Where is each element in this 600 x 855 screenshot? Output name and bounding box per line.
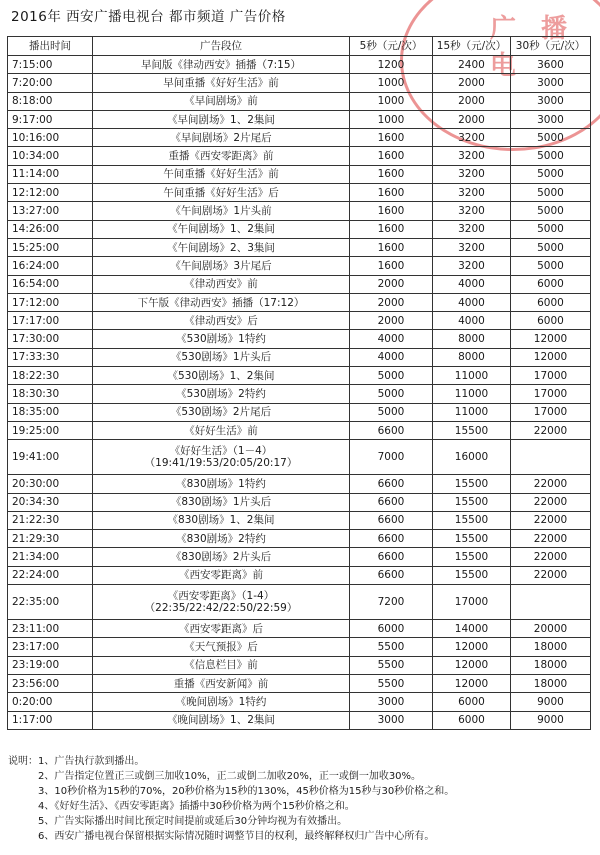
cell-price-15s: 15500	[433, 548, 511, 566]
header-segment: 广告段位	[93, 37, 350, 56]
cell-price-5s: 6600	[350, 548, 433, 566]
cell-segment	[93, 403, 350, 421]
segment-line: 《午间剧场》1、2集间	[167, 223, 275, 236]
notes-label: 说明：	[8, 756, 38, 767]
cell-price-5s: 7000	[350, 440, 433, 475]
cell-time: 15:25:00	[8, 238, 93, 256]
cell-time: 21:22:30	[8, 511, 93, 529]
cell-price-5s: 5500	[350, 638, 433, 656]
segment-line: 《830剧场》1特约	[176, 477, 266, 490]
cell-price-30s: 17000	[511, 385, 591, 403]
cell-price-15s: 4000	[433, 312, 511, 330]
cell-price-30s: 5000	[511, 238, 591, 256]
cell-segment	[93, 656, 350, 674]
cell-segment	[93, 238, 350, 256]
cell-time: 23:56:00	[8, 674, 93, 692]
cell-price-30s: 17000	[511, 367, 591, 385]
cell-segment	[93, 257, 350, 275]
cell-price-15s: 3200	[433, 257, 511, 275]
table-row	[8, 202, 591, 220]
table-row	[8, 220, 591, 238]
segment-line: 《天气预报》后	[184, 640, 258, 653]
segment-line: 《西安零距离》后	[179, 622, 263, 635]
note-item: 5、广告实际播出时间比预定时间提前或延后30分钟均视为有效播出。	[38, 816, 348, 827]
cell-segment	[93, 638, 350, 656]
cell-segment	[93, 674, 350, 692]
segment-line: 午间重播《好好生活》前	[163, 168, 279, 181]
segment-line: 《西安零距离》前	[179, 569, 263, 582]
cell-price-15s: 3200	[433, 184, 511, 202]
cell-price-5s: 6600	[350, 566, 433, 584]
segment-line: 《晚间剧场》1特约	[175, 695, 267, 708]
cell-segment	[93, 110, 350, 128]
cell-time: 17:17:00	[8, 312, 93, 330]
segment-line: 《早间剧场》前	[184, 95, 258, 108]
cell-time: 18:22:30	[8, 367, 93, 385]
table-header-row	[8, 37, 591, 56]
segment-line: 《830剧场》2片头后	[170, 551, 272, 564]
cell-time: 20:34:30	[8, 493, 93, 511]
table-row	[8, 348, 591, 366]
table-row	[8, 147, 591, 165]
table-row	[8, 711, 591, 729]
cell-segment	[93, 548, 350, 566]
cell-price-30s: 18000	[511, 638, 591, 656]
table-row	[8, 585, 591, 620]
cell-price-30s: 5000	[511, 129, 591, 147]
cell-price-15s: 3200	[433, 147, 511, 165]
segment-line: （22:35/22:42/22:50/22:59）	[144, 602, 298, 615]
cell-time: 10:34:00	[8, 147, 93, 165]
cell-price-30s: 17000	[511, 403, 591, 421]
cell-price-30s: 6000	[511, 275, 591, 293]
cell-price-5s: 1600	[350, 202, 433, 220]
segment-line: 下午版《律动西安》插播（17:12）	[137, 296, 305, 309]
cell-segment	[93, 293, 350, 311]
cell-price-5s: 1600	[350, 147, 433, 165]
cell-price-30s: 18000	[511, 656, 591, 674]
cell-price-15s: 12000	[433, 674, 511, 692]
cell-price-30s: 22000	[511, 421, 591, 439]
cell-price-30s: 22000	[511, 475, 591, 493]
table-row	[8, 421, 591, 439]
cell-price-5s: 1600	[350, 257, 433, 275]
cell-price-5s: 4000	[350, 348, 433, 366]
segment-line: 《早间剧场》2片尾后	[170, 131, 272, 144]
cell-price-30s: 12000	[511, 348, 591, 366]
segment-line: 重播《西安零距离》前	[168, 150, 274, 163]
cell-price-5s: 1000	[350, 74, 433, 92]
cell-price-15s: 2000	[433, 110, 511, 128]
table-row	[8, 184, 591, 202]
cell-price-15s: 2000	[433, 92, 511, 110]
table-row	[8, 638, 591, 656]
cell-price-15s: 8000	[433, 348, 511, 366]
cell-price-15s: 11000	[433, 403, 511, 421]
cell-time: 11:14:00	[8, 165, 93, 183]
cell-segment	[93, 440, 350, 475]
cell-price-5s: 5000	[350, 403, 433, 421]
cell-segment	[93, 348, 350, 366]
cell-segment	[93, 220, 350, 238]
segment-line: 早间重播《好好生活》前	[163, 76, 279, 89]
table-row	[8, 475, 591, 493]
cell-time: 12:12:00	[8, 184, 93, 202]
segment-line: 《晚间剧场》1、2集间	[167, 714, 275, 727]
cell-price-15s: 15500	[433, 511, 511, 529]
cell-time: 21:34:00	[8, 548, 93, 566]
cell-time: 14:26:00	[8, 220, 93, 238]
segment-line: 《830剧场》1、2集间	[167, 514, 275, 527]
cell-segment	[93, 421, 350, 439]
cell-segment	[93, 711, 350, 729]
cell-segment	[93, 530, 350, 548]
segment-line: 《530剧场》2特约	[176, 387, 266, 400]
cell-segment	[93, 693, 350, 711]
cell-time: 1:17:00	[8, 711, 93, 729]
cell-time: 10:16:00	[8, 129, 93, 147]
seal-text: 广 播 电	[490, 14, 576, 81]
table-row	[8, 257, 591, 275]
segment-line: （19:41/19:53/20:05/20:17）	[144, 457, 298, 470]
segment-line: 《早间剧场》1、2集间	[167, 113, 275, 126]
cell-segment	[93, 385, 350, 403]
table-row	[8, 440, 591, 475]
cell-price-5s: 5500	[350, 656, 433, 674]
cell-time: 18:35:00	[8, 403, 93, 421]
cell-price-15s: 16000	[433, 440, 511, 475]
segment-line: 午间重播《好好生活》后	[163, 186, 279, 199]
segment-line: 《530剧场》1特约	[176, 333, 266, 346]
cell-price-30s: 6000	[511, 312, 591, 330]
table-row	[8, 403, 591, 421]
table-row	[8, 56, 591, 74]
cell-price-15s: 6000	[433, 711, 511, 729]
cell-time: 17:30:00	[8, 330, 93, 348]
cell-time: 17:12:00	[8, 293, 93, 311]
cell-price-15s: 2000	[433, 74, 511, 92]
cell-segment	[93, 56, 350, 74]
cell-time: 23:19:00	[8, 656, 93, 674]
cell-price-30s	[511, 440, 591, 475]
table-row	[8, 530, 591, 548]
header-price-15s: 15秒（元/次）	[433, 37, 511, 56]
cell-segment	[93, 493, 350, 511]
cell-price-30s: 3000	[511, 74, 591, 92]
segment-line: 《律动西安》前	[184, 278, 258, 291]
cell-price-15s: 3200	[433, 238, 511, 256]
segment-line: 《好好生活》前	[184, 424, 258, 437]
cell-price-5s: 4000	[350, 330, 433, 348]
cell-price-30s: 3000	[511, 92, 591, 110]
cell-price-5s: 6600	[350, 511, 433, 529]
cell-price-30s: 9000	[511, 693, 591, 711]
cell-time: 23:17:00	[8, 638, 93, 656]
cell-time: 16:24:00	[8, 257, 93, 275]
segment-line: 《午间剧场》1片头前	[170, 205, 272, 218]
table-row	[8, 566, 591, 584]
cell-time: 0:20:00	[8, 693, 93, 711]
cell-price-15s: 4000	[433, 275, 511, 293]
cell-segment	[93, 184, 350, 202]
cell-price-30s: 22000	[511, 493, 591, 511]
cell-price-15s: 15500	[433, 493, 511, 511]
cell-segment	[93, 165, 350, 183]
segment-line: 《午间剧场》2、3集间	[167, 241, 275, 254]
segment-line: 《午间剧场》3片尾后	[170, 259, 272, 272]
cell-price-5s: 1600	[350, 165, 433, 183]
cell-price-15s: 6000	[433, 693, 511, 711]
header-price-5s: 5秒（元/次）	[350, 37, 433, 56]
cell-time: 7:20:00	[8, 74, 93, 92]
table-row	[8, 385, 591, 403]
table-row	[8, 367, 591, 385]
table-row	[8, 511, 591, 529]
table-row	[8, 656, 591, 674]
table-row	[8, 312, 591, 330]
cell-time: 8:18:00	[8, 92, 93, 110]
page-title: 2016年 西安广播电视台 都市频道 广告价格	[11, 9, 286, 25]
cell-segment	[93, 475, 350, 493]
cell-price-5s: 6600	[350, 421, 433, 439]
cell-time: 23:11:00	[8, 620, 93, 638]
cell-price-30s: 3600	[511, 56, 591, 74]
cell-time: 9:17:00	[8, 110, 93, 128]
table-row	[8, 620, 591, 638]
cell-price-5s: 1000	[350, 110, 433, 128]
cell-time: 19:25:00	[8, 421, 93, 439]
cell-price-30s: 5000	[511, 202, 591, 220]
cell-price-5s: 1600	[350, 220, 433, 238]
cell-price-15s: 15500	[433, 566, 511, 584]
note-item: 4、《好好生活》、《西安零距离》插播中30秒价格为两个15秒价格之和。	[38, 801, 355, 812]
cell-price-30s: 12000	[511, 330, 591, 348]
cell-price-15s: 15500	[433, 421, 511, 439]
table-row	[8, 493, 591, 511]
cell-price-5s: 1000	[350, 92, 433, 110]
cell-price-30s	[511, 585, 591, 620]
cell-price-5s: 3000	[350, 711, 433, 729]
cell-segment	[93, 129, 350, 147]
table-row	[8, 74, 591, 92]
cell-price-15s: 15500	[433, 475, 511, 493]
cell-segment	[93, 585, 350, 620]
segment-line: 早间版《律动西安》插播（7:15）	[140, 58, 302, 71]
cell-price-30s: 22000	[511, 530, 591, 548]
table-row	[8, 548, 591, 566]
cell-price-5s: 1600	[350, 129, 433, 147]
cell-price-15s: 12000	[433, 638, 511, 656]
price-table	[7, 36, 591, 730]
cell-price-5s: 1600	[350, 238, 433, 256]
table-row	[8, 92, 591, 110]
cell-price-30s: 5000	[511, 165, 591, 183]
cell-time: 13:27:00	[8, 202, 93, 220]
cell-price-5s: 2000	[350, 293, 433, 311]
segment-line: 《530剧场》1、2集间	[167, 369, 275, 382]
segment-line: 《西安零距离》（1-4）	[167, 590, 275, 603]
header-price-30s: 30秒（元/次）	[511, 37, 591, 56]
segment-line: 《830剧场》2特约	[176, 532, 266, 545]
cell-time: 17:33:30	[8, 348, 93, 366]
table-row	[8, 330, 591, 348]
cell-price-30s: 5000	[511, 184, 591, 202]
cell-price-30s: 22000	[511, 548, 591, 566]
table-row	[8, 275, 591, 293]
header-time: 播出时间	[8, 37, 93, 56]
cell-price-15s: 17000	[433, 585, 511, 620]
segment-line: 《律动西安》后	[184, 314, 258, 327]
cell-time: 7:15:00	[8, 56, 93, 74]
cell-price-5s: 6600	[350, 530, 433, 548]
table-row	[8, 165, 591, 183]
cell-price-5s: 5000	[350, 385, 433, 403]
cell-price-15s: 2400	[433, 56, 511, 74]
cell-price-15s: 14000	[433, 620, 511, 638]
table-row	[8, 129, 591, 147]
cell-segment	[93, 367, 350, 385]
cell-price-5s: 7200	[350, 585, 433, 620]
cell-segment	[93, 92, 350, 110]
segment-line: 《好好生活》（1－4）	[169, 445, 273, 458]
cell-price-15s: 15500	[433, 530, 511, 548]
cell-price-5s: 2000	[350, 275, 433, 293]
cell-price-15s: 12000	[433, 656, 511, 674]
table-row	[8, 674, 591, 692]
cell-price-30s: 6000	[511, 293, 591, 311]
segment-line: 重播《西安新闻》前	[173, 677, 269, 690]
cell-time: 20:30:00	[8, 475, 93, 493]
cell-price-30s: 18000	[511, 674, 591, 692]
cell-price-5s: 1600	[350, 184, 433, 202]
segment-line: 《830剧场》1片头后	[170, 496, 272, 509]
cell-price-5s: 5000	[350, 367, 433, 385]
table-row	[8, 293, 591, 311]
cell-price-30s: 5000	[511, 147, 591, 165]
cell-price-5s: 1200	[350, 56, 433, 74]
table-row	[8, 693, 591, 711]
cell-price-5s: 6600	[350, 493, 433, 511]
cell-time: 22:35:00	[8, 585, 93, 620]
note-item: 2、广告指定位置正三或倒三加收10%，正二或倒二加收20%，正一或倒一加收30%。	[38, 771, 422, 782]
table-row	[8, 238, 591, 256]
cell-segment	[93, 566, 350, 584]
cell-price-30s: 20000	[511, 620, 591, 638]
cell-price-15s: 11000	[433, 385, 511, 403]
cell-price-30s: 5000	[511, 220, 591, 238]
segment-line: 《530剧场》2片尾后	[170, 406, 272, 419]
cell-price-30s: 9000	[511, 711, 591, 729]
cell-price-15s: 8000	[433, 330, 511, 348]
cell-price-30s: 3000	[511, 110, 591, 128]
cell-segment	[93, 275, 350, 293]
cell-price-5s: 6600	[350, 475, 433, 493]
cell-price-30s: 5000	[511, 257, 591, 275]
cell-time: 16:54:00	[8, 275, 93, 293]
cell-price-15s: 3200	[433, 202, 511, 220]
cell-price-15s: 3200	[433, 220, 511, 238]
cell-time: 18:30:30	[8, 385, 93, 403]
cell-time: 21:29:30	[8, 530, 93, 548]
cell-segment	[93, 147, 350, 165]
cell-price-5s: 5500	[350, 674, 433, 692]
cell-price-15s: 4000	[433, 293, 511, 311]
note-item: 1、广告执行款到播出。	[38, 756, 145, 767]
cell-segment	[93, 74, 350, 92]
segment-line: 《信息栏目》前	[184, 659, 258, 672]
note-item: 3、10秒价格为15秒的70%，20秒价格为15秒的130%，45秒价格为15秒与30秒价格之和。	[38, 786, 455, 797]
cell-price-30s: 22000	[511, 566, 591, 584]
cell-price-5s: 6000	[350, 620, 433, 638]
cell-segment	[93, 312, 350, 330]
cell-price-15s: 11000	[433, 367, 511, 385]
cell-price-30s: 22000	[511, 511, 591, 529]
segment-line: 《530剧场》1片头后	[170, 351, 272, 364]
cell-segment	[93, 330, 350, 348]
cell-time: 19:41:00	[8, 440, 93, 475]
cell-time: 22:24:00	[8, 566, 93, 584]
cell-price-5s: 2000	[350, 312, 433, 330]
note-item: 6、西安广播电视台保留根据实际情况随时调整节目的权利，最终解释权归广告中心所有。	[38, 831, 435, 842]
table-row	[8, 110, 591, 128]
cell-segment	[93, 202, 350, 220]
cell-segment	[93, 511, 350, 529]
cell-segment	[93, 620, 350, 638]
cell-price-15s: 3200	[433, 165, 511, 183]
notes-section	[8, 754, 454, 844]
cell-price-5s: 3000	[350, 693, 433, 711]
cell-price-15s: 3200	[433, 129, 511, 147]
